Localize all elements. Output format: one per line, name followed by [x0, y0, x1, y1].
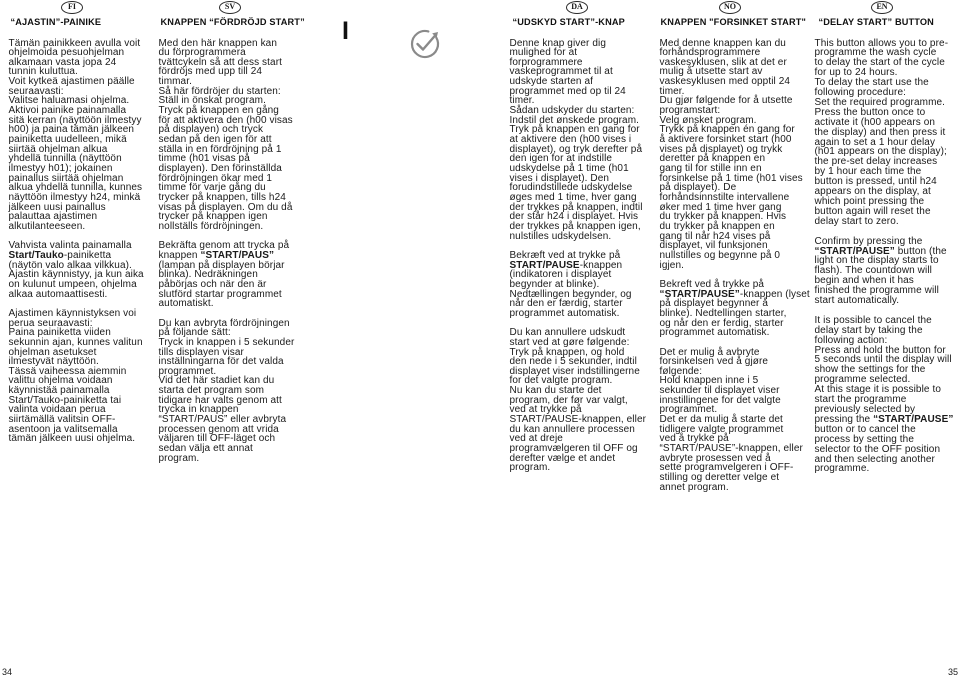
paragraph — [9, 39, 144, 232]
text-line: flash). The countdown will — [814, 265, 932, 277]
text-line: blinka). Nedräkningen — [158, 269, 258, 281]
text-line: palauttaa ajastimen — [8, 211, 98, 223]
column-en — [815, 0, 957, 679]
text-line: displayet, vil funksjonen — [659, 240, 768, 252]
paragraph — [9, 241, 144, 299]
text-line: vises i displayet). Den — [509, 172, 610, 184]
paragraph — [660, 39, 810, 271]
text-line: ilmestyvät näyttöön. — [8, 356, 99, 368]
text-line: painallus siirtää ohjelman — [8, 172, 124, 184]
text-line: forhåndsinnstilte intervallene — [659, 192, 790, 203]
text-line: jälkeen uusi painallus — [8, 201, 106, 213]
text-line: programstart: — [659, 105, 721, 117]
column-no — [659, 0, 810, 679]
text-line: Bekræft ved at trykke på — [509, 249, 621, 261]
text-line: which point pressing the — [814, 196, 925, 207]
text-line: activate it (h00 appears on — [814, 116, 936, 128]
text-line: Du kan annullere udskudt — [509, 327, 626, 339]
text-line: programmet automatisk. — [509, 307, 620, 319]
text-line: Press the button once to — [814, 106, 926, 118]
column-sv — [158, 0, 305, 679]
text-line: button is pressed, until h24 — [814, 176, 937, 188]
page-number-left: 34 — [2, 667, 13, 677]
text-line: alkamaan vasta jopa 24 — [8, 56, 117, 68]
text-line: nullstilles og begynne på 0 — [659, 249, 781, 261]
text-line: (h01 appears on the display); — [814, 146, 947, 158]
paragraph — [510, 328, 647, 473]
text-line: på följande sätt: — [158, 327, 231, 339]
text-line: programme the wash cycle — [814, 47, 937, 59]
text-line: för att aktivera den (h00 visas — [158, 114, 293, 126]
section-heading: KNAPPEN "FORSINKET START" — [660, 16, 807, 27]
text-line: tunnin kuluttua. — [8, 66, 78, 78]
text-line: valittu ohjelma voidaan — [8, 375, 113, 387]
text-line: Bekräfta genom att trycka på — [158, 240, 290, 252]
text-line: den nede i 5 sekunder, indtil — [509, 356, 637, 368]
text-line: delay start by taking the — [814, 324, 923, 336]
language-badge — [219, 1, 241, 14]
button-name-emphasis: “START/PAUSE” — [814, 245, 895, 257]
text-line: Tässä vaiheessa aiemmin — [8, 365, 127, 377]
text-line: Så här fördröjer du starten: — [158, 85, 281, 97]
text-line: trycker på knappen, tills h24 — [158, 192, 286, 203]
text-line: øges med 1 time, hver gang — [509, 192, 637, 203]
text-line: Det er mulig å avbryte — [659, 346, 760, 358]
section-heading: KNAPPEN “FÖRDRÖJD START” — [160, 16, 305, 27]
text-line: again to set a 1 hour delay — [814, 136, 936, 148]
page-number-right: 35 — [948, 667, 959, 677]
text-segment: -knappen — [579, 259, 623, 271]
section-marker: I — [342, 16, 349, 45]
language-code: FI — [68, 2, 76, 11]
text-line: start ved at gøre følgende: — [509, 336, 630, 348]
text-line: alkua yhdellä tunnilla, kunnes — [8, 182, 143, 194]
text-line: påbörjas och när den är — [158, 278, 267, 290]
text-line: automatiskt. — [158, 298, 214, 310]
text-line: At this stage it is possible to — [814, 384, 941, 396]
text-line: igjen. — [659, 259, 685, 271]
text-line: sette programvelgeren i OFF- — [659, 462, 794, 474]
text-line: Voit kytkeä ajastimen päälle — [8, 76, 135, 88]
text-line: timer. — [659, 85, 685, 97]
text-line: Du gjør følgende for å utsette — [659, 95, 793, 107]
text-line: der trykkes på knappen, indtil — [509, 201, 643, 213]
text-line: h00) ja paina tämän jälkeen — [8, 124, 135, 136]
text-line: (lampan på displayen börjar — [158, 259, 285, 271]
text-line: tills displayen visar — [158, 346, 244, 358]
text-line: displayet viser indstillingerne — [509, 365, 640, 377]
text-line: trycker på knappen igen — [158, 211, 268, 223]
text-line: Tryck in knappen i 5 sekunder — [158, 336, 295, 348]
language-code: SV — [224, 2, 236, 11]
text-line: Trykk på knappen én gang for — [659, 124, 795, 136]
text-line: der står h24 i displayet. Hvis — [509, 211, 639, 223]
paragraph — [815, 316, 954, 475]
text-line: sedan välja ett annat — [158, 443, 253, 455]
section-heading: “AJASTIN”-PAINIKE — [10, 16, 102, 27]
text-line: begynder at blinke). — [509, 278, 600, 290]
text-line: yhdellä tunnilla (näyttöön — [8, 153, 122, 165]
text-line: Bekreft ved å trykke på — [659, 278, 765, 290]
text-line: du förprogrammera — [158, 47, 246, 59]
text-line: trycka in knappen — [158, 404, 239, 416]
text-line: ilmestyy h01); jokainen — [8, 163, 113, 175]
text-line: innstillingene for det valgte — [659, 394, 781, 406]
text-line: (näytön valo alkaa vilkkua). — [8, 259, 132, 271]
text-line: Start/Tauko-painiketta tai — [8, 394, 122, 406]
text-line: på displayen) och tryck — [158, 124, 264, 136]
text-line: programme selected. — [814, 374, 911, 386]
paragraph — [159, 241, 295, 309]
text-line: button or to cancel the — [814, 423, 916, 435]
paragraph — [815, 39, 954, 227]
language-code: EN — [876, 2, 888, 11]
paragraph — [660, 280, 810, 338]
text-line: stilling og deretter velge et — [659, 472, 780, 484]
text-line: previously selected by — [814, 404, 916, 415]
text-line: forsinkelse på 1 time (h01 vises — [659, 172, 803, 184]
column-da — [510, 0, 652, 679]
text-line: timmar. — [158, 76, 192, 88]
text-line: ved å trykke på — [659, 433, 729, 445]
text-line: der trykkes på knappen igen, — [509, 220, 641, 232]
text-line: på displayet). De — [659, 182, 737, 194]
text-line: ställa in en fördröjning på 1 — [158, 143, 282, 155]
button-name-emphasis: Start/Tauko — [8, 249, 64, 261]
text-line: It is possible to cancel the — [814, 314, 932, 326]
text-line: nulstilles udskydelsen. — [509, 230, 612, 242]
text-line: the pre-set delay increases — [814, 156, 938, 168]
text-line: process by setting the — [814, 433, 914, 445]
text-line: selector to the OFF position — [814, 443, 941, 455]
text-line: begin and when it has — [814, 275, 914, 287]
button-name-emphasis: “START/PAUSE” — [659, 288, 740, 300]
text-line: Ställ in önskat program. — [158, 95, 266, 107]
text-line: Confirm by pressing the — [814, 235, 923, 247]
column-body — [815, 39, 954, 475]
text-line: siirtää ohjelman alkua — [8, 143, 108, 155]
text-line: avbryte prosessen ved å — [659, 452, 771, 464]
text-line: ved at dreje — [509, 433, 563, 445]
text-line: Ajastin käynnistyy, ja kun aika — [8, 269, 144, 281]
text-line: fördröjningen ökar med 1 — [158, 172, 273, 184]
button-name-emphasis: “START/PAUSE” — [873, 413, 954, 425]
text-line: Tämän painikkeen avulla voit — [8, 37, 141, 49]
text-line: ohjelmoida pesuohjelman — [8, 47, 125, 59]
text-line: starta det program som — [158, 385, 265, 397]
language-code: NO — [724, 2, 736, 11]
language-badge — [61, 1, 83, 14]
text-line: Tryck på knappen en gång — [158, 105, 279, 117]
paragraph — [510, 251, 647, 319]
text-line: Med denne knappen kan du — [659, 37, 786, 49]
text-line: mulig å utsette start av — [659, 66, 763, 78]
text-line: deretter på knappen en — [659, 153, 766, 165]
text-line: timme (h01 visas på — [158, 153, 250, 165]
button-name-emphasis: “START/PAUS” — [200, 249, 275, 261]
text-line: Vahvista valinta painamalla — [8, 240, 132, 252]
text-line: tämän jälkeen uusi ohjelma. — [8, 433, 136, 445]
text-line: fördröjs med upp till 24 — [158, 66, 263, 78]
text-segment: -knappen (lyset — [739, 288, 810, 300]
text-line: vaskesyklusen med opptil 24 — [659, 76, 791, 88]
text-line: programmet. — [158, 365, 217, 377]
text-line: Velg ønsket program. — [659, 114, 757, 126]
text-line: seuraavasti: — [8, 85, 64, 97]
paragraph — [510, 39, 647, 242]
text-line: derefter vælge et andet — [509, 452, 616, 464]
text-line: Hold knappen inne i 5 — [659, 375, 759, 387]
text-line: näyttöön ilmestyy h24, minkä — [8, 192, 141, 203]
text-line: programmet. — [659, 404, 718, 416]
paragraph — [660, 348, 810, 493]
text-line: følgende: — [659, 365, 703, 377]
text-line: To delay the start use the — [814, 77, 929, 89]
text-line: siirtämällä valitsin OFF- — [8, 414, 116, 426]
text-line: gang til for stille inn en — [659, 163, 762, 175]
text-segment: knappen — [158, 249, 201, 261]
text-line: following procedure: — [814, 87, 906, 99]
text-line: Valitse haluamasi ohjelma. — [8, 95, 130, 107]
section-heading: “DELAY START” BUTTON — [818, 16, 934, 27]
text-line: inställningarna för det valda — [158, 356, 284, 368]
text-line: alkaa automaattisesti. — [8, 288, 108, 300]
text-line: “START/PAUSE”-knappen, eller — [659, 443, 803, 455]
text-line: du trykker på knappen en — [659, 220, 775, 232]
text-line: Sådan udskyder du starten: — [509, 105, 635, 117]
paragraph — [9, 309, 144, 444]
text-line: vaskesyklusen, slik at det er — [659, 56, 787, 68]
text-line: START/PAUSE-knappen, eller — [509, 414, 647, 426]
text-line: timer. — [509, 95, 535, 107]
text-line: forsinkelsen ved å gjøre — [659, 356, 769, 368]
text-line: perua seuraavasti: — [8, 317, 93, 329]
text-line: start automatically. — [814, 295, 900, 307]
text-line: to delay the start of the cycle — [814, 57, 945, 69]
language-badge — [719, 1, 741, 14]
text-line: following action: — [814, 334, 888, 346]
text-line: Ajastimen käynnistyksen voi — [8, 307, 137, 319]
text-line: käynnistää painamalla — [8, 385, 110, 397]
text-line: Press and hold the button for — [814, 344, 946, 356]
text-line: Aktivoi painike painamalla — [8, 105, 127, 117]
text-line: delay start to zero. — [814, 215, 899, 227]
text-line: on kulunut umpeen, ohjelma — [8, 278, 137, 290]
text-line: den igen for at indstille — [509, 153, 613, 165]
text-line: på displayet begynner å — [659, 298, 768, 310]
text-line: at aktivere den (h00 vises i — [509, 134, 632, 146]
text-line: å aktivere forsinket start (h00 — [659, 134, 792, 146]
text-line: Paina painiketta viiden — [8, 327, 111, 339]
text-line: sekunder til displayet viser — [659, 385, 780, 397]
text-line: tvättcykeln så att dess start — [158, 56, 283, 68]
text-line: Indstil det ønskede program. — [509, 114, 640, 126]
text-line: start the programme — [814, 394, 907, 406]
text-line: Du kan avbryta fördröjningen — [158, 317, 290, 329]
language-badge — [566, 1, 588, 14]
text-line: når den er færdig, starter — [509, 298, 623, 310]
column-body — [510, 39, 647, 474]
text-line: udskyde starten af — [509, 76, 594, 88]
text-line: (indikatoren i displayet — [509, 269, 612, 281]
column-body — [159, 39, 295, 464]
text-line: gang til når h24 vises på — [659, 230, 771, 242]
text-line: Det er da mulig å starte det — [659, 414, 783, 426]
text-line: ohjelman asetukset — [8, 346, 97, 358]
text-line: displayet), og tryk derefter på — [509, 143, 643, 155]
text-line: valinta voidaan perua — [8, 404, 106, 416]
text-line: programmet automatisk. — [659, 327, 770, 339]
paragraph — [159, 319, 295, 464]
text-line: for up to 24 hours. — [814, 67, 898, 79]
text-line: tidigare har valts genom att — [158, 394, 282, 406]
text-line: “START/PAUS” eller avbryta — [158, 414, 287, 426]
text-line: programvælgeren til OFF og — [509, 443, 638, 455]
text-line: du kan annullere processen — [509, 423, 635, 435]
text-segment: button (the — [894, 245, 947, 257]
text-line: alkutilanteeseen. — [8, 220, 86, 232]
text-line: program. — [158, 452, 200, 464]
text-line: forudindstillede udskydelse — [509, 182, 633, 194]
text-line: Set the required programme. — [814, 96, 946, 108]
button-name-emphasis: START/PAUSE — [509, 259, 580, 271]
text-line: vaskeprogrammet til at — [509, 66, 613, 78]
text-line: udskydelse på 1 time (h01 — [509, 163, 629, 175]
language-badge — [871, 1, 893, 14]
text-segment: -painiketta — [63, 249, 112, 261]
text-line: sekunnin ajan, kunnes valitun — [8, 336, 143, 348]
text-line: slutförd startar programmet — [158, 288, 282, 300]
text-line: light on the display starts to — [814, 255, 939, 267]
text-line: displayen). Den förinställda — [158, 163, 282, 175]
text-line: nollställs fördröjningen. — [158, 220, 264, 232]
text-line: forhåndsprogrammere — [659, 47, 761, 59]
delay-start-icon — [408, 27, 442, 61]
text-line: Med den här knappen kan — [158, 37, 277, 49]
text-line: annet program. — [659, 481, 729, 493]
text-line: by 1 hour each time the — [814, 166, 922, 178]
text-line: ved at trykke på — [509, 404, 582, 416]
text-line: øker med 1 time hver gang — [659, 201, 782, 213]
text-line: button again will reset the — [814, 205, 931, 217]
text-line: painiketta uudelleen, mikä — [8, 134, 127, 146]
text-line: programme. — [814, 463, 870, 475]
column-body — [9, 39, 144, 445]
text-line: program, der før var valgt, — [509, 394, 628, 406]
text-line: og når den er ferdig, starter — [659, 317, 784, 329]
text-line: asentoon ja valitsemalla — [8, 423, 118, 435]
text-line: blinke). Nedtellingen starter, — [659, 307, 787, 319]
text-line: vises på displayet) og trykk — [659, 143, 783, 155]
text-line: väljaren till OFF-läget och — [158, 433, 276, 445]
language-code: DA — [571, 2, 583, 11]
text-line: Tryk på knappen, og hold — [509, 346, 625, 358]
text-line: Nedtællingen begynder, og — [509, 288, 632, 300]
text-line: tidligere valgte programmet — [659, 423, 784, 435]
text-line: appears on the display, at — [814, 186, 931, 198]
text-line: visas på displayen. Om du då — [158, 201, 293, 213]
text-line: finished the programme will — [814, 285, 939, 297]
text-line: the display) and then press it — [814, 126, 946, 138]
text-line: Tryk på knappen en gang for — [509, 124, 640, 136]
text-line: sedan på den igen för att — [158, 134, 272, 146]
text-line: program. — [509, 462, 551, 474]
text-line: 5 seconds until the display will — [814, 354, 952, 366]
paragraph — [159, 39, 295, 232]
text-line: for det valgte program. — [509, 375, 613, 387]
text-line: du trykker på knappen. Hvis — [659, 211, 787, 223]
text-line: mulighed for at — [509, 47, 578, 59]
text-line: show the settings for the — [814, 364, 926, 376]
text-line: Nu kan du starte det — [509, 385, 602, 397]
text-line: Vid det här stadiet kan du — [158, 375, 275, 387]
text-line: programmet med op til 24 — [509, 85, 626, 97]
column-fi — [9, 0, 151, 679]
text-line: and then selecting another — [814, 453, 935, 465]
paragraph — [815, 237, 954, 306]
text-line: sitä kerran (näyttöön ilmestyy — [8, 114, 142, 126]
text-line: forprogrammere — [509, 56, 583, 68]
text-line: This button allows you to pre- — [814, 37, 949, 49]
section-heading: “UDSKYD START”-KNAP — [512, 16, 625, 27]
text-line: processen genom att vrida — [158, 423, 279, 435]
text-line: Denne knap giver dig — [509, 37, 607, 49]
text-line: timme för varje gång du — [158, 182, 266, 194]
text-segment: pressing the — [814, 413, 874, 425]
column-body — [660, 39, 810, 493]
